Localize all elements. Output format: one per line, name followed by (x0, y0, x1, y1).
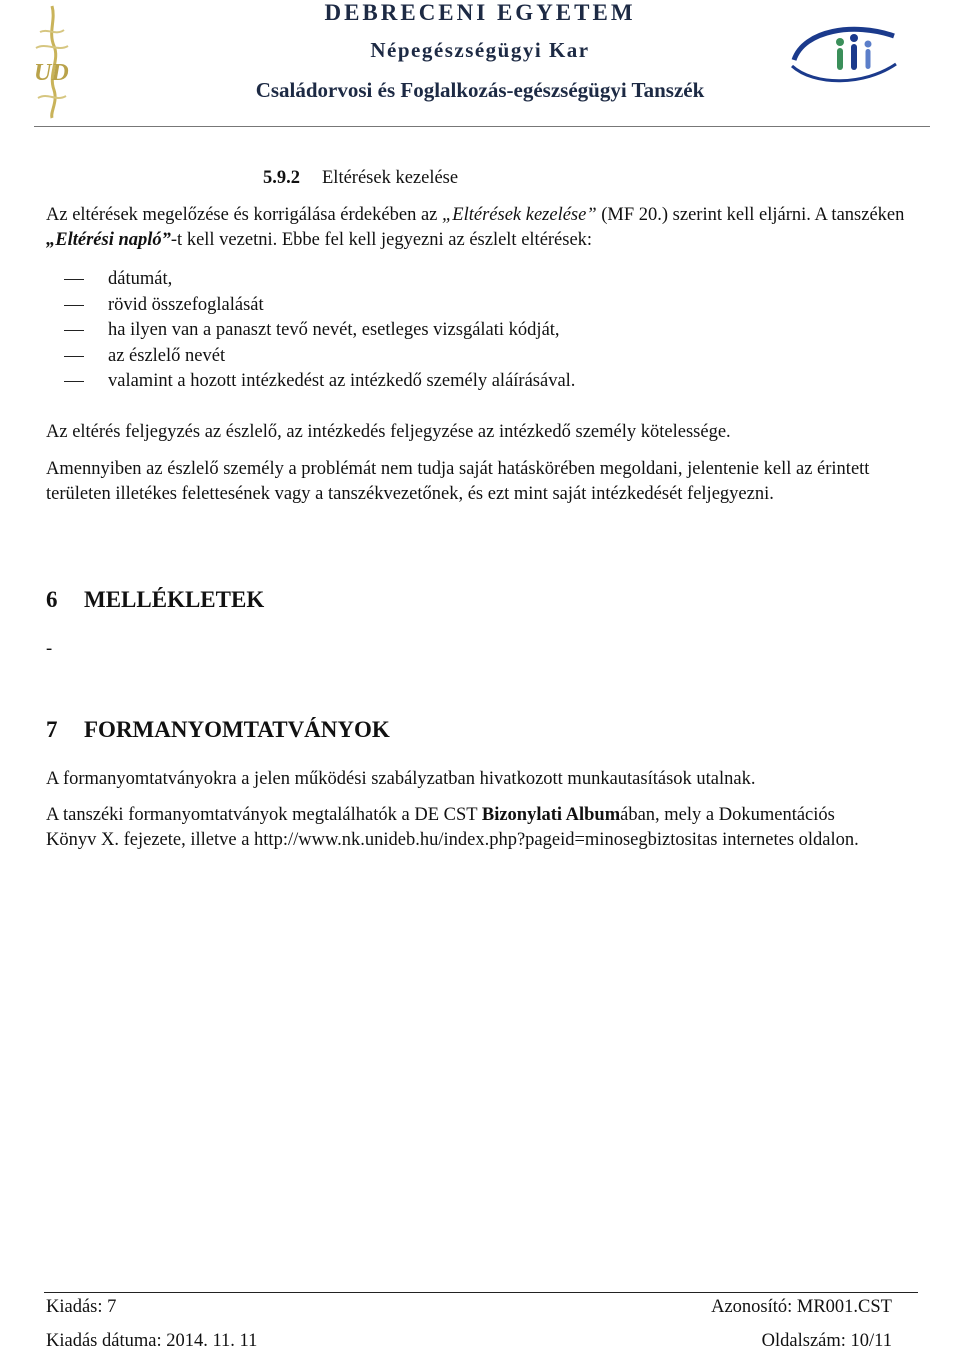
university-name: DEBRECENI EGYETEM (324, 0, 636, 25)
section-number: 7 (46, 717, 58, 742)
dash-bullet-icon (64, 381, 84, 382)
dash-bullet-icon (64, 356, 84, 357)
bold-emphasis-text: „Eltérési napló” (46, 230, 171, 250)
footer-divider (44, 1292, 918, 1293)
section-title: FORMANYOMTATVÁNYOK (84, 717, 390, 742)
section-heading-7 (46, 717, 390, 743)
text-fragment: -t kell vezetni. Ebbe fel kell jegyezni az észlelt eltérések: (170, 230, 593, 250)
text-fragment: ában, mely a Dokumentációs Könyv X. fejezete, illetve a http://www.nk.unideb.hu/index.php?pageid=minosegbiztositas internetes oldalon. (46, 805, 859, 850)
section-title: Eltérések kezelése (322, 168, 459, 188)
list-item (64, 267, 914, 293)
section-heading-5-9-2 (263, 168, 458, 189)
bold-text: Bizonylati Album (481, 805, 621, 825)
paragraph-responsibility: Az eltérés feljegyzés az észlelő, az intézkedés feljegyzése az intézkedő személy kötelessége. (46, 422, 731, 442)
list-item (64, 369, 914, 395)
list-item-text: valamint a hozott intézkedést az intézkedő személy aláírásával. (108, 371, 576, 391)
text-fragment: A tanszéki formanyomtatványok megtalálhatók a DE CST (46, 805, 482, 825)
section-heading-6 (46, 587, 264, 613)
footer-edition-date: Kiadás dátuma: 2014. 11. 11 (46, 1331, 258, 1351)
paragraph-forms-reference: A formanyomtatványokra a jelen működési szabályzatban hivatkozott munkautasítások utalnak. (46, 769, 756, 789)
paragraph-intro (46, 203, 914, 253)
footer-page-number: Oldalszám: 10/11 (761, 1331, 892, 1351)
header-divider (34, 126, 930, 127)
section-number: 6 (46, 587, 58, 612)
section-number: 5.9.2 (263, 168, 300, 188)
list-item-text: rövid összefoglalását (108, 294, 264, 315)
paragraph-forms-location (46, 803, 866, 853)
logo-lettering: UD (34, 60, 69, 86)
text-fragment: (MF 20.) szerint kell eljárni. A tanszéken (596, 205, 905, 225)
dash-bullet-icon (64, 330, 84, 331)
department-name: Családorvosi és Foglalkozás-egészségügyi Tanszék (255, 78, 705, 102)
list-item (64, 344, 914, 370)
list-item-text: az észlelő nevét (108, 345, 226, 366)
emphasis-text: „Eltérések kezelése” (442, 205, 597, 225)
dash-bullet-icon (64, 279, 84, 280)
footer-edition: Kiadás: 7 (46, 1297, 117, 1317)
dash-bullet-icon (64, 305, 84, 306)
record-items-list (64, 267, 914, 395)
list-item-text: ha ilyen van a panaszt tevő nevét, esetleges vizsgálati kódját, (108, 320, 560, 340)
list-item (64, 318, 914, 344)
footer-identifier: Azonosító: MR001.CST (711, 1297, 892, 1317)
list-item (64, 293, 914, 319)
text-fragment: Az eltérések megelőzése és korrigálása érdekében az (46, 205, 442, 225)
paragraph-escalation: Amennyiben az észlelő személy a problémát nem tudja saját hatáskörében megoldani, jelentenie kell az érintett területen illetékes felettesének vagy a tanszékvezetőnek, és ezt mint saját intézkedését feljegyezni. (46, 459, 870, 504)
faculty-name: Népegészségügyi Kar (370, 38, 590, 62)
list-item-text: dátumát, (108, 269, 173, 289)
section-title: MELLÉKLETEK (84, 587, 265, 612)
section-6-content: - (46, 639, 53, 659)
